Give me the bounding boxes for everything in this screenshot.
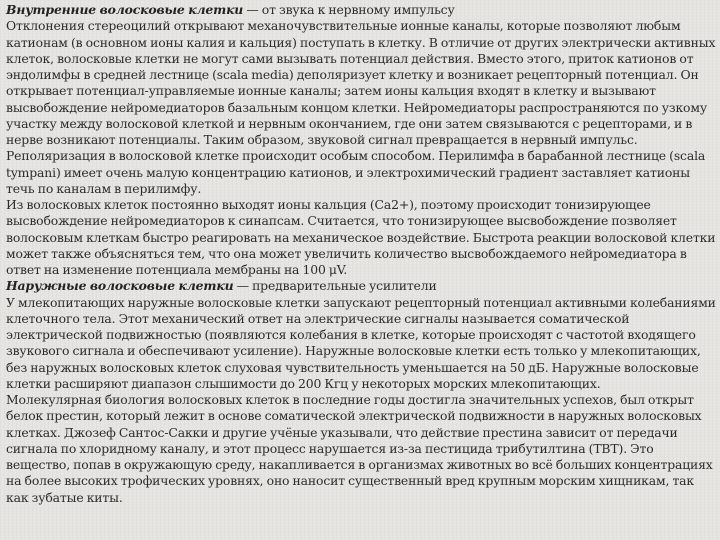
section-2-paragraph-2: Молекулярная биология волосковых клеток в последние годы достигла значительных успехов, был открыт белок престин, который лежит в основе соматической электрической подвижности в наружных волосковых клетках. Джозеф Сантос-Сакки и другие учёные указывали, что действие престина зависит от передачи сигнала по хлоридному каналу, и этот процесс нарушается из-за пестицида трибутилтина (ТВТ). Это вещество, попав в окружающую среду, накапливается в организмах животных во всё больших концентрациях на более высоких трофических уровнях, оно наносит существенный вред крупным морским хищникам, так как зубатые киты. (6, 392, 713, 505)
section-2-subtitle: — предварительные усилители (233, 278, 437, 294)
section-1-paragraph-2: Из волосковых клеток постоянно выходят ионы кальция (Ca2+), поэтому происходит тонизирующее высвобождение нейромедиаторов к синапсам. Считается, что тонизирующее высвобождение позволяет волосковым клеткам быстро реагировать на механическое воздействие. Быстрота реакции волосковой клетки может также объясняться тем, что она может увеличить количество высвобождаемого нейромедиатора в ответ на изменение потенциала мембраны на 100 μV. (6, 197, 716, 277)
section-1-subtitle: — от звука к нервному импульсу (243, 2, 455, 17)
section-2-paragraph-1: У млекопитающих наружные волосковые клетки запускают рецепторный потенциал активными колебаниями клеточного тела. Этот механический ответ на электрические сигналы называется соматической электрической подвижностью (появляются колебания в клетке, которые происходят с частотой входящего звукового сигнала и обеспечивают усиление). Наружные волосковые клетки есть только у млекопитающих, без наружных волосковых клеток слуховая чувствительность уменьшается на 50 дБ. Наружные волосковые клетки расширяют диапазон слышимости до 200 Кгц у некоторых морских млекопитающих. (6, 294, 716, 391)
section-1-paragraph-1: Отклонения стереоцилий открывают механочувствительные ионные каналы, которые позволяют любым катионам (в основном ионы калия и кальция) поступать в клетку. В отличие от других электрически активных клеток, волосковые клетки не могут сами вызывать потенциал действия. Вместо этого, приток катионов от эндолимфы в средней лестнице (scala media) деполяризует клетку и возникает рецепторный потенциал. Он открывает потенциал-управляемые ионные каналы; затем ионы кальция входят в клетку и вызывают высвобождение нейромедиаторов базальным концом клетки. Нейромедиаторы распространяются по узкому участку между волосковой клеткой и нервным окончанием, где они затем связываются с рецепторами, и в нерве возникают потенциалы. Таким образом, звуковой сигнал превращается в нервный импульс. Реполяризация в волосковой клетке происходит особым способом. Перилимфа в барабанной лестнице (scala tympani) имеет очень малую концентрацию катионов, и электрохимический градиент заставляет катионы течь по каналам в перилимфу. (6, 18, 716, 196)
section-2-heading: Наружные волосковые клетки (6, 278, 234, 294)
section-1-heading-line (6, 2, 716, 18)
section-1-heading: Внутренние волосковые клетки (6, 2, 244, 17)
section-2-heading-line (6, 278, 716, 294)
